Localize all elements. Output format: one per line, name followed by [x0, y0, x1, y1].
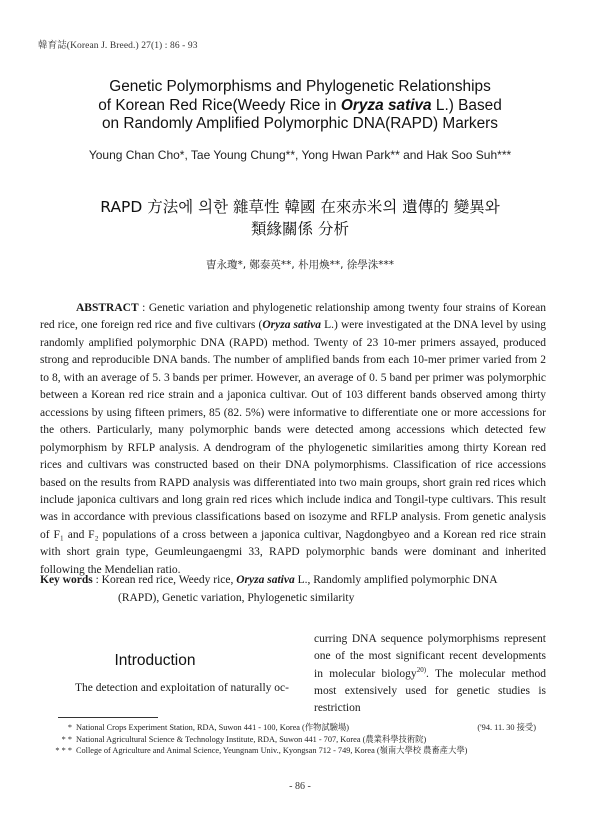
footnotes — [46, 722, 552, 757]
paper-title — [60, 78, 540, 134]
introduction-right-column: curring DNA sequence polymorphisms represent one of the most significant recent developments in molecular biology$^{20)}$. The molecular method most extensively used for genetic studies is restriction — [314, 633, 546, 715]
korean-title — [60, 196, 540, 240]
abstract-text-a: Genetic variation and phylogenetic relationship among twenty four strains of Korean red rice, one foreign red rice and five cultivars ( — [40, 302, 546, 332]
abstract: ABSTRACT : Genetic variation and phylogenetic relationship among twenty four strains of Korean red rice, one foreign red rice and five cultivars (Oryza sativa L.) were investigated at the DNA level by using randomly amplified polymorphic DNA (RAPD) method. Twenty of 23 10-mer primers assayed, produced strong and reproducible DNA bands. The number of amplified bands from each 10-mer primer varied from 2 to 8, with an average of 5. 3 bands per primer. However, an average of 0. 5 band per primer was polymorphic between a Korean red rice strain and a japonica cultivar. Out of 103 different bands observed among thirty accessions by using fifteen primers, 85 (82. 5%) were informative to differentiate one or more accessions for the others. Particularly, many polymorphic bands were detected among accessions which detected few polymorphism by RFLP analysis. A dendrogram of the phylogenetic similarities among thirty Korean red rices and cultivars was constructed based on their DNA polymorphisms. Classification of rice accessions based on the results from RAPD analysis was differentiated into two main groups, short grain red rices which include japonica cultivars and long grain red rices which include indica and Tongil-type cultivars. This result was in accordance with previous classifications based on isozyme and RFLP analysis. From genetic analysis of F₁ and F₂ populations of a cross between a japonica cultivar, Nagdongbyeo and a Korean red rice strain with short grain type, Geumleungaengmi 33, RAPD polymorphic bands were dominant and inherited following the Mendelian ratio. — [40, 302, 546, 576]
title-line-2: of Korean Red Rice(Weedy Rice in Oryza sativa L.) Based — [98, 96, 502, 114]
korean-title-line-2: 類緣關係 分析 — [251, 220, 349, 238]
citation-superscript: 20) — [416, 665, 427, 674]
korean-author-list: 曺永瓊*, 鄭泰英**, 朴用煥**, 徐學洙*** — [205, 259, 395, 271]
abstract-text-b: L.) were investigated at the DNA level by using randomly amplified polymorphic DNA (RAPD) method. Twenty of 23 10-mer primers assayed, produced strong and reproducible DNA bands. The number of amplified bands from each 10-mer primer varied from 2 to 8, with an average of 5. 3 bands per primer. However, an average of 0. 5 band per primer was polymorphic between a Korean red rice strain and a japonica cultivar. Out of 103 different bands observed among thirty accessions by using fifteen primers, 85 (82. 5%) were informative to differentiate one or more accessions for the others. Particularly, many polymorphic bands were detected among accessions which detected few polymorphism by RFLP analysis. A dendrogram of the phylogenetic similarities among thirty Korean red rices and cultivars was constructed based on their DNA polymorphisms. Classification of rice accessions based on the results from RAPD analysis was differentiated into two main groups, short grain red rices which include japonica cultivars and long grain red rices which include indica and Tongil-type cultivars. This result was in accordance with previous classifications based on isozyme and RFLP analysis. From genetic analysis of F₁ and F₂ populations of a cross between a japonica cultivar, Nagdongbyeo and a Korean red rice strain with short grain type, Geumleungaengmi 33, RAPD polymorphic bands were dominant and inherited following the Mendelian ratio. — [40, 319, 546, 576]
title-species: Oryza sativa — [340, 96, 432, 114]
footnote-divider — [58, 717, 158, 718]
keywords: Key words : Korean red rice, Weedy rice, Oryza sativa L., Randomly amplified polymorphic DNA (RAPD), Genetic variation, Phylogenetic similarity — [40, 572, 550, 607]
footnote-2: * * National Agricultural Science & Technology Institute, RDA, Suwon 441 - 707, Korea (農業科學技術院) — [61, 734, 427, 744]
footnote-1: * National Crops Experiment Station, RDA, Suwon 441 - 100, Korea (作物試驗場) ('94. 11. 30 接受) — [67, 723, 536, 732]
introduction-heading: Introduction — [114, 652, 196, 669]
introduction-left-text: The detection and exploitation of naturally oc- — [75, 682, 289, 694]
keywords-label: Key words — [40, 574, 93, 586]
abstract-species: Oryza sativa — [262, 319, 322, 332]
received-date: ('94. 11. 30 接受) — [477, 723, 536, 732]
page-number: - 86 - — [289, 781, 311, 792]
abstract-label: ABSTRACT — [76, 302, 139, 314]
title-line-1: Genetic Polymorphisms and Phylogenetic Relationships — [109, 78, 491, 95]
keywords-line-2: (RAPD), Genetic variation, Phylogenetic similarity — [118, 591, 355, 604]
title-line-3: on Randomly Amplified Polymorphic DNA(RAPD) Markers — [101, 115, 498, 132]
journal-header: 韓育誌(Korean J. Breed.) 27(1) : 86 - 93 — [38, 41, 198, 51]
keywords-species: Oryza sativa — [236, 574, 295, 586]
korean-title-line-1: RAPD 方法에 의한 雜草性 韓國 在來赤米의 遺傳的 變異와 — [100, 198, 500, 216]
author-list: Young Chan Cho*, Tae Young Chung**, Yong Hwan Park** and Hak Soo Suh*** — [88, 148, 512, 162]
footnote-3: * * * College of Agriculture and Animal Science, Yeungnam Univ., Kyongsan 712 - 749, Korea (嶺南大學校 農畜產大學) — [55, 746, 468, 755]
